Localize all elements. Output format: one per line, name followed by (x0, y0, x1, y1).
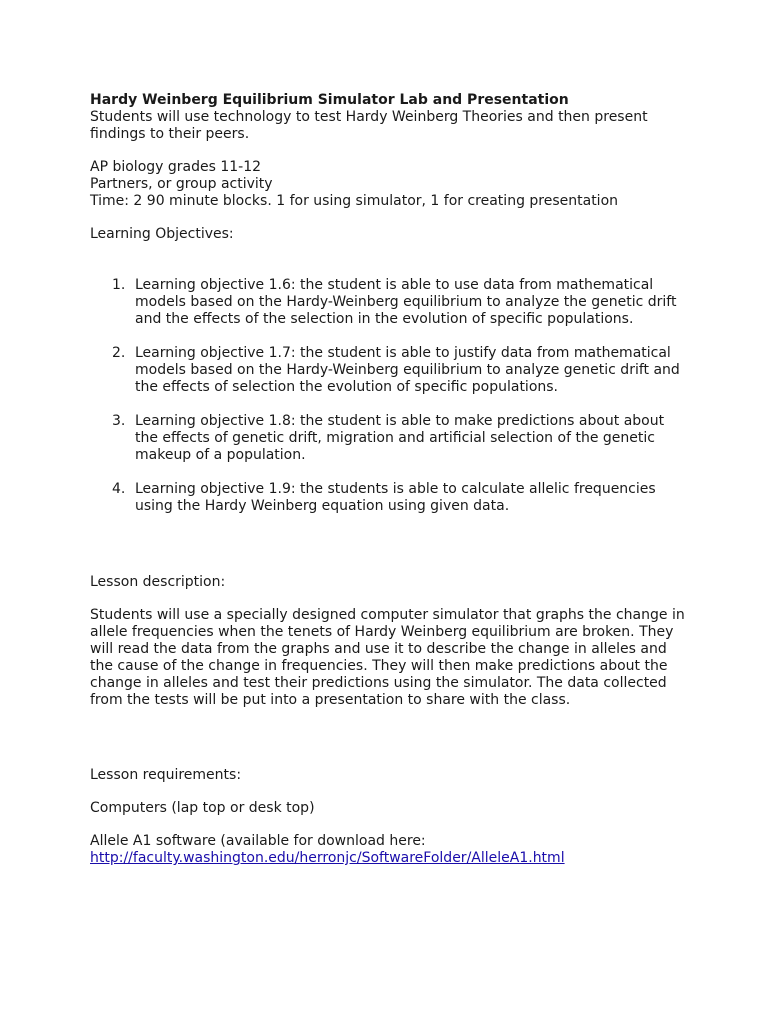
objectives-list (90, 277, 690, 515)
list-item-text: Learning objective 1.6: the student is able to use data from mathematical models based on the Hardy-Weinberg equilibrium to analyze the genetic drift and the effects of the selection in the evolution of specific populations. (135, 277, 677, 327)
time-text: Time: 2 90 minute blocks. 1 for using simulator, 1 for creating presentation (90, 193, 619, 209)
list-item-number: 3. (112, 413, 126, 429)
document-page (90, 92, 690, 867)
grades-text: AP biology grades 11-12 (90, 159, 262, 175)
list-item (90, 413, 690, 464)
list-item (90, 277, 690, 328)
grouping-text: Partners, or group activity (90, 176, 273, 192)
list-item-text: Learning objective 1.7: the student is able to justify data from mathematical models based on the Hardy-Weinberg equilibrium to analyze genetic drift and the effects of selection the evolution of specific populations. (135, 345, 680, 395)
list-item-number: 2. (112, 345, 126, 361)
description-body: Students will use a specially designed computer simulator that graphs the change in allele frequencies when the tenets of Hardy Weinberg equilibrium are broken. They will read the data from the graphs and use it to describe the change in alleles and the cause of the change in frequencies. They will then make predictions about the change in alleles and test their predictions using the simulator. The data collected from the tests will be put into a presentation to share with the class. (90, 607, 685, 708)
list-item-number: 4. (112, 481, 126, 497)
objectives-heading: Learning Objectives: (90, 226, 234, 242)
list-item (90, 481, 690, 515)
list-item-text: Learning objective 1.9: the students is able to calculate allelic frequencies using the Hardy Weinberg equation using given data. (135, 481, 656, 514)
list-item-number: 1. (112, 277, 126, 293)
description-heading: Lesson description: (90, 574, 226, 590)
intro-text: Students will use technology to test Hardy Weinberg Theories and then present findings to their peers. (90, 109, 648, 142)
requirements-heading: Lesson requirements: (90, 767, 242, 783)
software-download-link[interactable]: http://faculty.washington.edu/herronjc/SoftwareFolder/AlleleA1.html (90, 850, 565, 866)
list-item-text: Learning objective 1.8: the student is able to make predictions about about the effects of genetic drift, migration and artificial selection of the genetic makeup of a population. (135, 413, 665, 463)
software-requirement: Allele A1 software (available for download here: (90, 833, 426, 849)
list-item (90, 345, 690, 396)
document-title: Hardy Weinberg Equilibrium Simulator Lab and Presentation (90, 92, 569, 108)
computers-requirement: Computers (lap top or desk top) (90, 800, 315, 816)
